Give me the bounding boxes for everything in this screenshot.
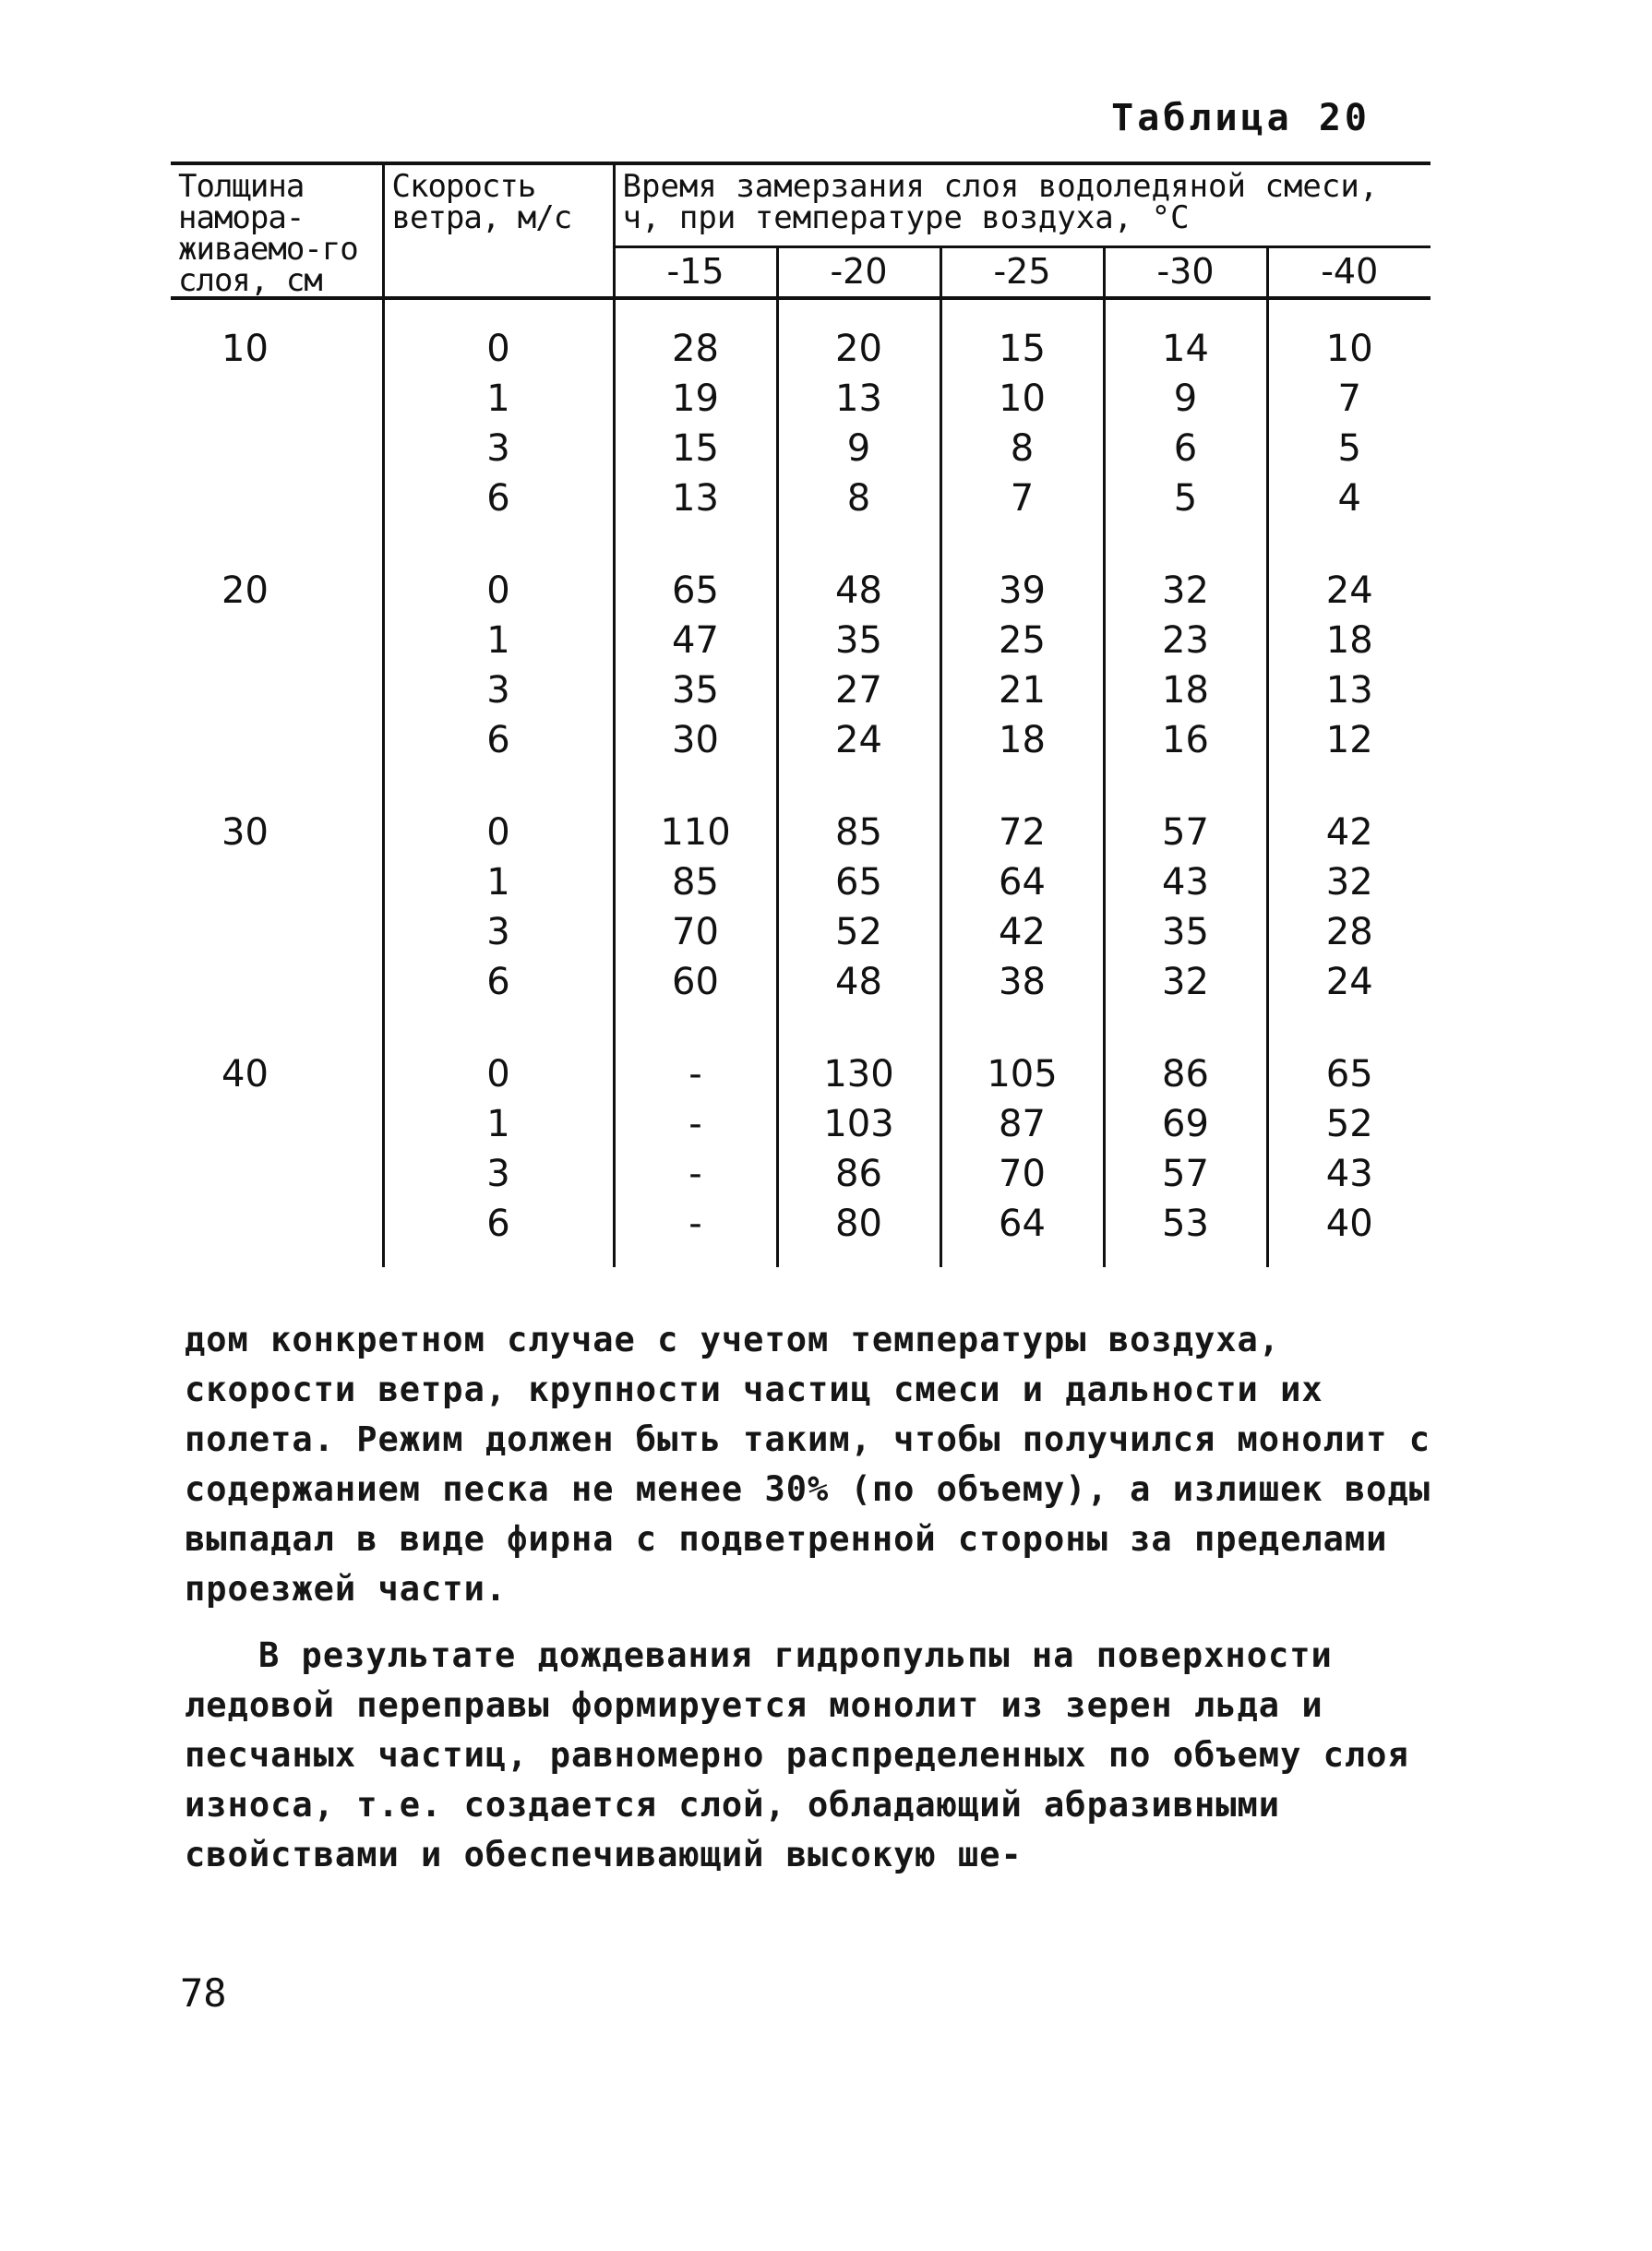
cell-wind-speed: 3 (383, 424, 614, 473)
paragraph-continuation: дом конкретном случае с учетом температуры воздуха, скорости ветра, крупности частиц смеси и дальности их полета. Режим должен быть таким, чтобы получился монолит с содержанием песка не менее 30% (по объему), а излишек воды выпадал в виде фирна с подветренной стороны за пределами проезжей части. (185, 1320, 1431, 1609)
table-row (171, 542, 1431, 616)
cell-freeze-time: 103 (777, 1099, 940, 1149)
cell-freeze-time: 65 (777, 857, 940, 907)
cell-freeze-time: 13 (777, 374, 940, 424)
cell-thickness: 10 (171, 298, 383, 374)
cell-wind-speed: 1 (383, 1099, 614, 1149)
cell-freeze-time: 13 (614, 473, 777, 542)
cell-freeze-time: 105 (940, 1025, 1104, 1099)
table-row (171, 616, 1431, 665)
cell-freeze-time: 64 (940, 857, 1104, 907)
table-row (171, 473, 1431, 542)
freeze-time-table-container (171, 162, 1431, 1260)
cell-wind-speed: 1 (383, 616, 614, 665)
cell-freeze-time: 43 (1325, 1153, 1373, 1195)
cell-freeze-time: 72 (940, 784, 1104, 857)
cell-thickness (171, 715, 383, 784)
cell-freeze-time: 35 (1104, 907, 1267, 957)
table-row (171, 665, 1431, 715)
cell-freeze-time: - (614, 1099, 777, 1149)
page-number: 78 (180, 1970, 227, 2016)
cell-thickness: 40 (171, 1025, 383, 1099)
cell-freeze-time: 65 (1325, 1053, 1373, 1096)
cell-thickness (171, 616, 383, 665)
table-row (171, 1149, 1431, 1199)
cell-freeze-time: 18 (1325, 619, 1373, 662)
cell-freeze-time: 16 (1104, 715, 1267, 784)
table-row (171, 1199, 1431, 1267)
cell-freeze-time: 14 (1104, 298, 1267, 374)
cell-freeze-time: 64 (940, 1199, 1104, 1267)
table-row (171, 298, 1431, 374)
table-row (171, 424, 1431, 473)
cell-wind-speed: 6 (383, 473, 614, 542)
cell-thickness (171, 1149, 383, 1199)
cell-freeze-time: 24 (1325, 961, 1373, 1003)
cell-freeze-time: 57 (1104, 784, 1267, 857)
cell-freeze-time: - (614, 1149, 777, 1199)
cell-freeze-time: 20 (777, 298, 940, 374)
cell-freeze-time: 9 (777, 424, 940, 473)
header-wind-speed: Скорость ветра, м/с (383, 163, 614, 298)
cell-thickness (171, 1099, 383, 1149)
cell-freeze-time: 39 (940, 542, 1104, 616)
freeze-time-table (171, 162, 1431, 1267)
cell-thickness: 20 (171, 542, 383, 616)
cell-freeze-time: 70 (614, 907, 777, 957)
cell-freeze-time: 7 (1337, 377, 1361, 420)
cell-freeze-time: 70 (940, 1149, 1104, 1199)
cell-freeze-time: 86 (777, 1149, 940, 1199)
header-temperature-cell: -25 (940, 246, 1104, 298)
cell-freeze-time: 65 (614, 542, 777, 616)
cell-freeze-time: 30 (614, 715, 777, 784)
cell-freeze-time: 5 (1104, 473, 1267, 542)
cell-freeze-time: 28 (614, 298, 777, 374)
cell-freeze-time: 18 (940, 715, 1104, 784)
cell-freeze-time: 110 (614, 784, 777, 857)
table-row (171, 907, 1431, 957)
cell-thickness (171, 907, 383, 957)
cell-wind-speed: 1 (383, 857, 614, 907)
table-row (171, 784, 1431, 857)
header-temperature-cell: -20 (777, 246, 940, 298)
cell-freeze-time: 10 (940, 374, 1104, 424)
cell-wind-speed: 3 (383, 907, 614, 957)
cell-freeze-time: 87 (940, 1099, 1104, 1149)
cell-freeze-time: 18 (1104, 665, 1267, 715)
header-temperature-cell: -30 (1104, 246, 1267, 298)
cell-freeze-time: 13 (1325, 669, 1373, 712)
cell-freeze-time: 38 (940, 957, 1104, 1025)
cell-freeze-time: 28 (1325, 911, 1373, 953)
header-temperature-cell: -15 (614, 246, 777, 298)
cell-freeze-time: 53 (1104, 1199, 1267, 1267)
paragraph-result: В результате дождевания гидропульпы на поверхности ледовой переправы формируется монолит из зерен льда и песчаных частиц, равномерно распределенных по объему слоя износа, т.е. создается слой, обладающий абразивными свойствами и обеспечивающий высокую ше- (185, 1635, 1409, 1874)
cell-thickness (171, 665, 383, 715)
cell-freeze-time: 4 (1337, 477, 1361, 520)
header-freeze-time: Время замерзания слоя водоледяной смеси, ч, при температуре воздуха, °С (614, 163, 1431, 246)
cell-thickness (171, 374, 383, 424)
cell-wind-speed: 6 (383, 715, 614, 784)
cell-thickness (171, 857, 383, 907)
cell-freeze-time: 35 (614, 665, 777, 715)
cell-freeze-time: 8 (777, 473, 940, 542)
cell-freeze-time: 5 (1337, 427, 1361, 470)
cell-freeze-time: 24 (1325, 569, 1373, 612)
cell-freeze-time: 23 (1104, 616, 1267, 665)
table-caption: Таблица 20 (1111, 97, 1371, 139)
cell-freeze-time: 40 (1325, 1203, 1373, 1245)
table-row (171, 957, 1431, 1025)
cell-freeze-time: 47 (614, 616, 777, 665)
cell-thickness (171, 1199, 383, 1267)
body-text (185, 1315, 1449, 1897)
cell-freeze-time: 21 (940, 665, 1104, 715)
cell-thickness: 30 (171, 784, 383, 857)
cell-freeze-time: 85 (777, 784, 940, 857)
cell-freeze-time: 32 (1325, 861, 1373, 904)
cell-freeze-time: 32 (1104, 542, 1267, 616)
cell-wind-speed: 0 (383, 542, 614, 616)
cell-freeze-time: 52 (777, 907, 940, 957)
cell-thickness (171, 424, 383, 473)
cell-freeze-time: 86 (1104, 1025, 1267, 1099)
cell-freeze-time: 57 (1104, 1149, 1267, 1199)
cell-freeze-time: 52 (1325, 1103, 1373, 1145)
cell-freeze-time: 42 (940, 907, 1104, 957)
cell-freeze-time: 12 (1325, 719, 1373, 761)
cell-freeze-time: 60 (614, 957, 777, 1025)
cell-wind-speed: 3 (383, 1149, 614, 1199)
cell-wind-speed: 0 (383, 784, 614, 857)
cell-wind-speed: 0 (383, 1025, 614, 1099)
cell-thickness (171, 957, 383, 1025)
header-temperature-cell: -40 (1267, 246, 1431, 298)
cell-wind-speed: 6 (383, 957, 614, 1025)
cell-freeze-time: 27 (777, 665, 940, 715)
cell-freeze-time: 48 (777, 957, 940, 1025)
cell-thickness (171, 473, 383, 542)
table-row (171, 374, 1431, 424)
cell-freeze-time: 85 (614, 857, 777, 907)
cell-freeze-time: 32 (1104, 957, 1267, 1025)
cell-freeze-time: 130 (777, 1025, 940, 1099)
cell-freeze-time: 19 (614, 374, 777, 424)
cell-freeze-time: 15 (940, 298, 1104, 374)
cell-freeze-time: - (614, 1199, 777, 1267)
cell-freeze-time: 15 (614, 424, 777, 473)
cell-freeze-time: 42 (1325, 811, 1373, 854)
cell-freeze-time: 48 (777, 542, 940, 616)
cell-wind-speed: 6 (383, 1199, 614, 1267)
table-row (171, 715, 1431, 784)
cell-freeze-time: - (614, 1025, 777, 1099)
cell-freeze-time: 35 (777, 616, 940, 665)
cell-freeze-time: 10 (1325, 328, 1373, 370)
cell-freeze-time: 6 (1104, 424, 1267, 473)
cell-freeze-time: 25 (940, 616, 1104, 665)
cell-wind-speed: 0 (383, 298, 614, 374)
table-row (171, 1025, 1431, 1099)
cell-freeze-time: 9 (1104, 374, 1267, 424)
cell-freeze-time: 7 (940, 473, 1104, 542)
table-row (171, 857, 1431, 907)
cell-freeze-time: 80 (777, 1199, 940, 1267)
header-thickness: Толщина намора-живаемо-го слоя, см (171, 163, 383, 298)
table-row (171, 1099, 1431, 1149)
table-body (171, 298, 1431, 1267)
cell-freeze-time: 8 (940, 424, 1104, 473)
cell-freeze-time: 24 (777, 715, 940, 784)
cell-freeze-time: 69 (1104, 1099, 1267, 1149)
cell-freeze-time: 43 (1104, 857, 1267, 907)
cell-wind-speed: 1 (383, 374, 614, 424)
cell-wind-speed: 3 (383, 665, 614, 715)
